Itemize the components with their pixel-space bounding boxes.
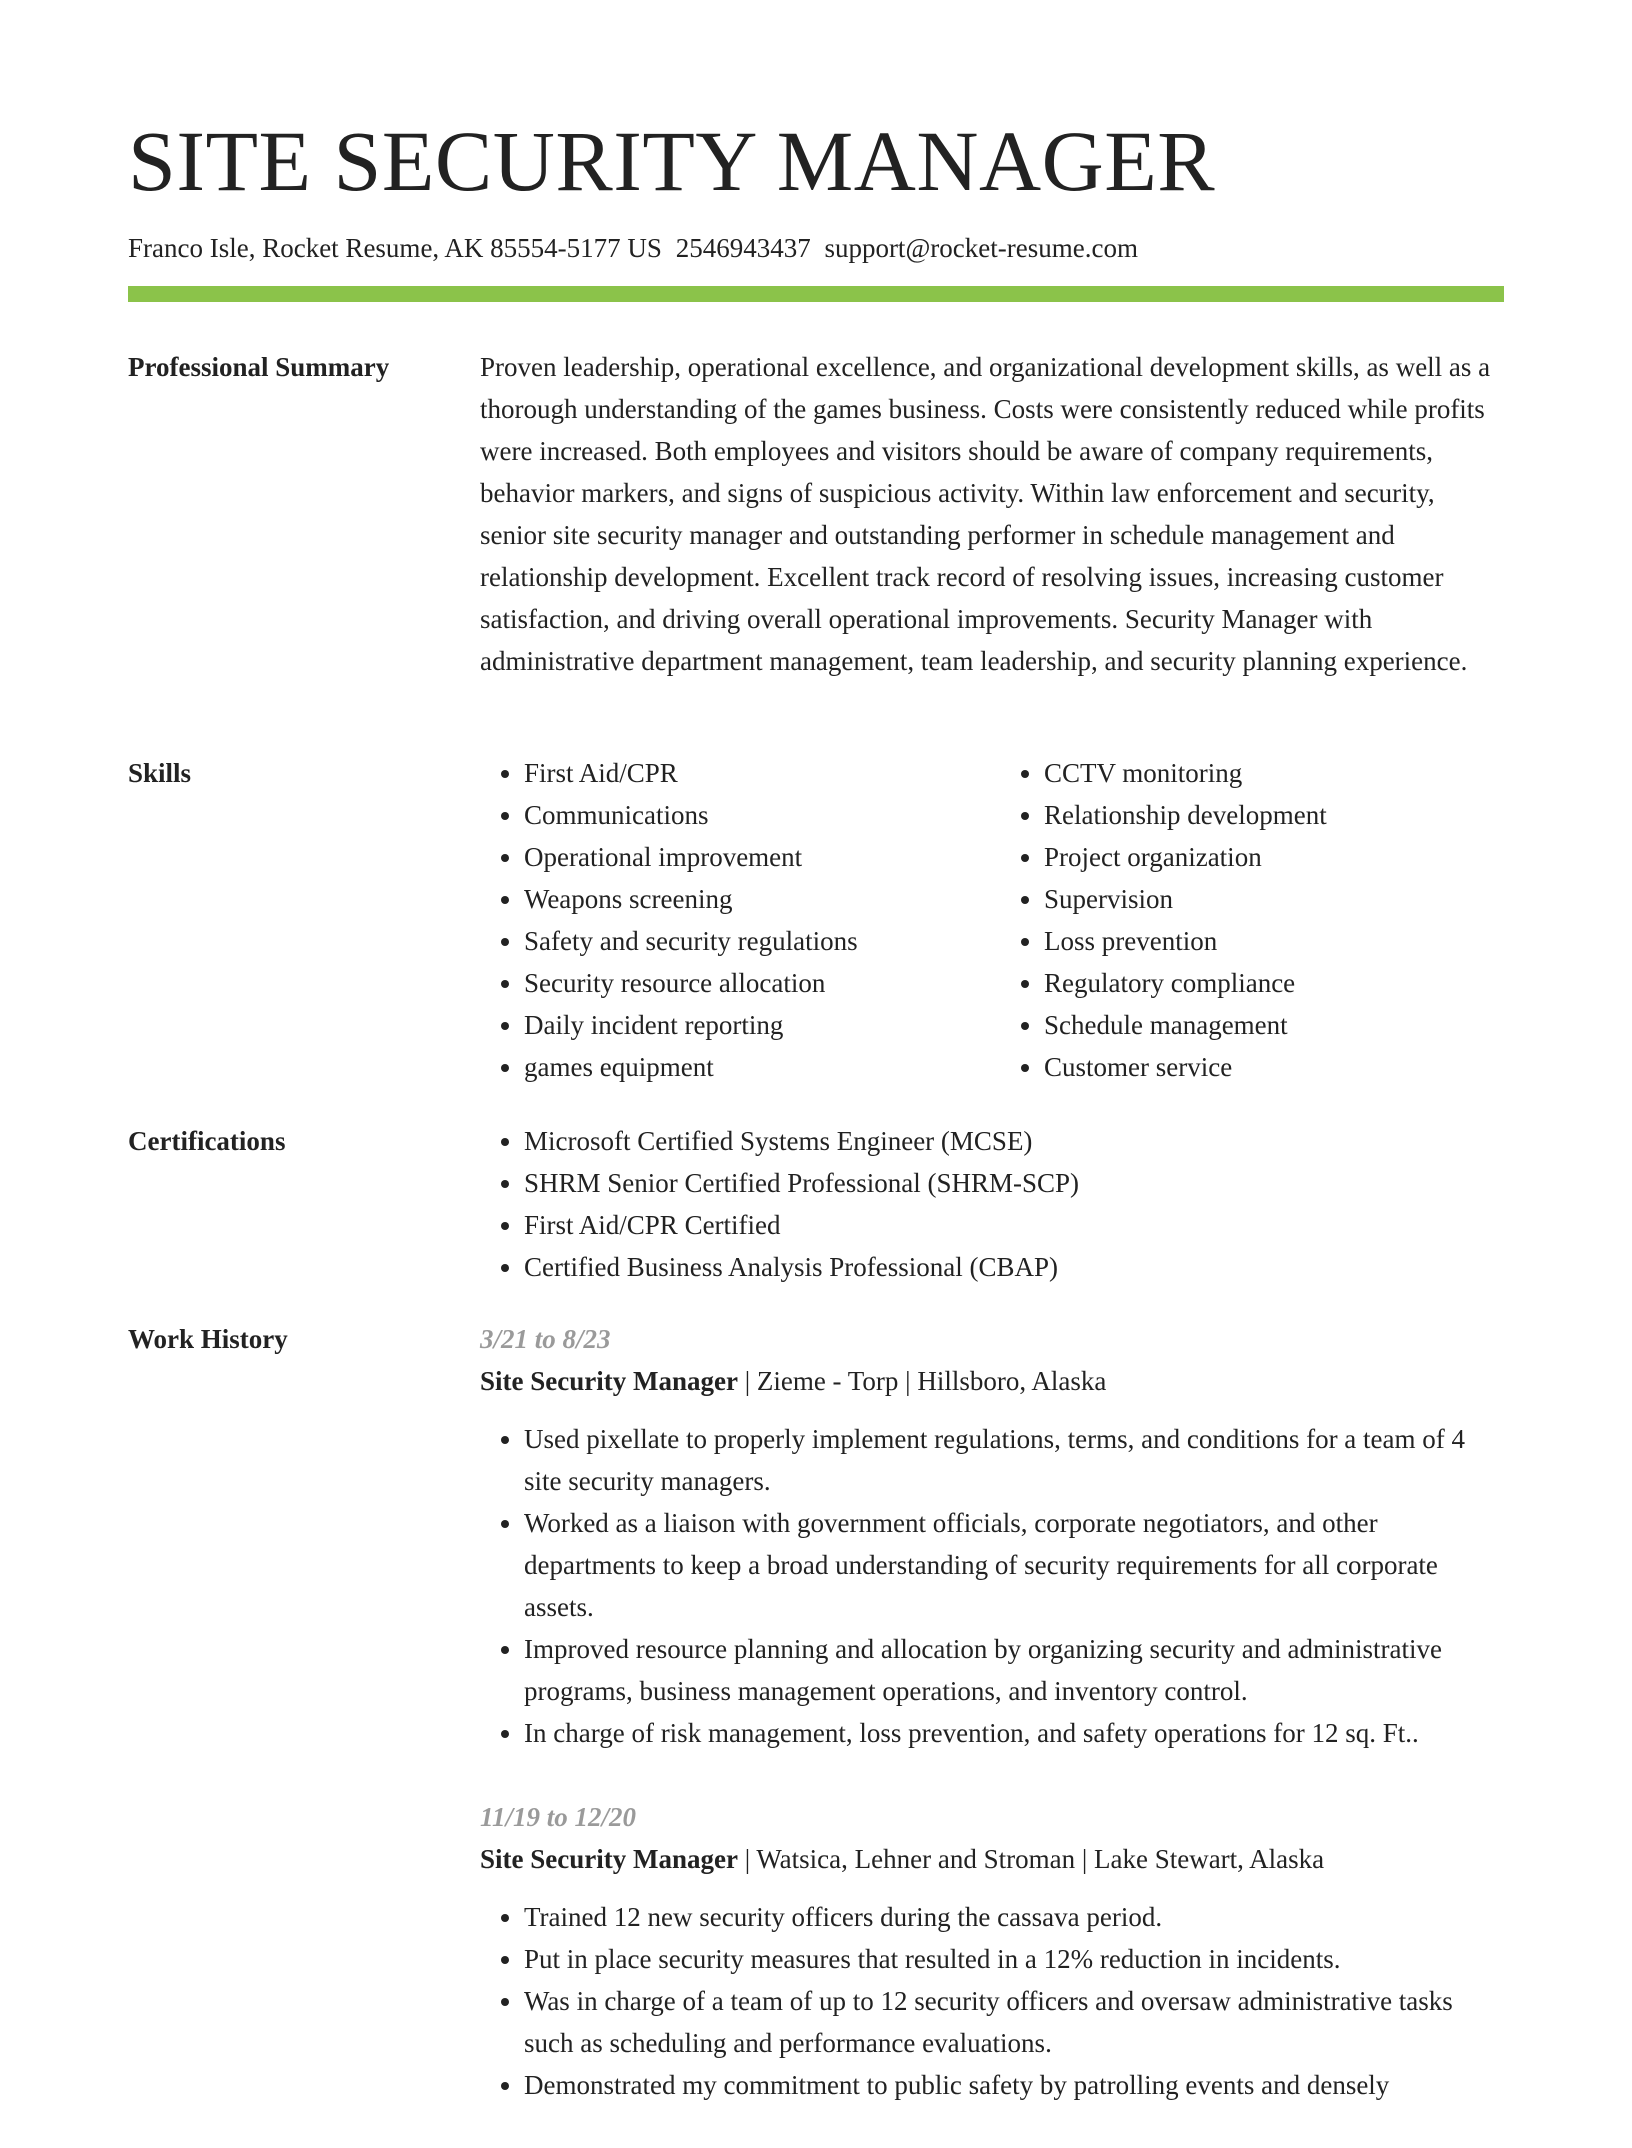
certification-item: • Microsoft Certified Systems Engineer (MCSE)	[524, 1120, 1504, 1162]
header-divider	[128, 286, 1504, 302]
job-location: Lake Stewart, Alaska	[1093, 1844, 1325, 1874]
certifications-body	[480, 1120, 1504, 1288]
contact-address: Franco Isle, Rocket Resume, AK 85554-5177 US	[128, 233, 662, 263]
skill-item: • Communications	[524, 794, 984, 836]
job-header	[480, 1360, 1504, 1402]
certification-item: • Certified Business Analysis Professional (CBAP)	[524, 1246, 1504, 1288]
skills-body	[480, 752, 1504, 1088]
contact-line	[128, 232, 1138, 264]
skills-heading: Skills	[128, 758, 192, 788]
skill-item: • Loss prevention	[1044, 920, 1504, 962]
summary-text: Proven leadership, operational excellence, and organizational development skills, as well as a thorough understanding of the games business. Costs were consistently reduced while profits were increased. Both employees and visitors should be aware of company requirements, behavior markers, and signs of suspicious activity. Within law enforcement and security, senior site security manager and outstanding performer in schedule management and relationship development. Excellent track record of resolving issues, increasing customer satisfaction, and driving overall operational improvements. Security Manager with administrative department management, team leadership, and security planning experience.	[480, 352, 1491, 676]
skill-item: • Schedule management	[1044, 1004, 1504, 1046]
skill-item: • Daily incident reporting	[524, 1004, 984, 1046]
job-bullet: • Improved resource planning and allocation by organizing security and administrative programs, business management operations, and inventory control.	[524, 1628, 1504, 1712]
separator: |	[744, 1366, 751, 1396]
job-bullet: • Worked as a liaison with government officials, corporate negotiators, and other departments to keep a broad understanding of security requirements for all corporate assets.	[524, 1502, 1504, 1628]
job-bullet: • Demonstrated my commitment to public safety by patrolling events and densely	[524, 2064, 1504, 2106]
certification-item: • SHRM Senior Certified Professional (SHRM-SCP)	[524, 1162, 1504, 1204]
separator: |	[744, 1844, 751, 1874]
job-bullet: • Put in place security measures that resulted in a 12% reduction in incidents.	[524, 1938, 1504, 1980]
skill-item: • Weapons screening	[524, 878, 984, 920]
page-title: SITE SECURITY MANAGER	[128, 113, 1216, 209]
skills-list-right	[1000, 752, 1504, 1088]
job-entry	[480, 1318, 1504, 1754]
skills-list-left	[480, 752, 984, 1088]
job-role: Site Security Manager	[480, 1366, 738, 1396]
job-role: Site Security Manager	[480, 1844, 738, 1874]
job-bullet: • Used pixellate to properly implement regulations, terms, and conditions for a team of 4 site security managers.	[524, 1418, 1504, 1502]
job-bullets	[480, 1418, 1504, 1754]
work-history-body	[480, 1318, 1504, 2148]
summary-body	[480, 346, 1504, 682]
certification-item: • First Aid/CPR Certified	[524, 1204, 1504, 1246]
work-history-heading: Work History	[128, 1324, 288, 1354]
job-bullets	[480, 1896, 1504, 2106]
certifications-list	[480, 1120, 1504, 1288]
summary-heading: Professional Summary	[128, 352, 390, 382]
separator: |	[1081, 1844, 1088, 1874]
job-entry	[480, 1796, 1504, 2106]
skill-item: • Operational improvement	[524, 836, 984, 878]
job-company: Zieme - Torp	[756, 1366, 899, 1396]
skill-item: • Security resource allocation	[524, 962, 984, 1004]
skill-item: • Safety and security regulations	[524, 920, 984, 962]
job-company: Watsica, Lehner and Stroman	[756, 1844, 1076, 1874]
skill-item: • Customer service	[1044, 1046, 1504, 1088]
job-header	[480, 1838, 1504, 1880]
job-bullet: • Was in charge of a team of up to 12 security officers and oversaw administrative tasks such as scheduling and performance evaluations.	[524, 1980, 1504, 2064]
job-location: Hillsboro, Alaska	[917, 1366, 1107, 1396]
skill-item: • Supervision	[1044, 878, 1504, 920]
skill-item: • First Aid/CPR	[524, 752, 984, 794]
contact-phone: 2546943437	[675, 233, 811, 263]
certifications-heading: Certifications	[128, 1126, 286, 1156]
skill-item: • Regulatory compliance	[1044, 962, 1504, 1004]
contact-email: support@rocket-resume.com	[824, 233, 1138, 263]
separator: |	[905, 1366, 911, 1396]
skill-item: • Relationship development	[1044, 794, 1504, 836]
job-bullet: • In charge of risk management, loss prevention, and safety operations for 12 sq. Ft..	[524, 1712, 1504, 1754]
skill-item: • games equipment	[524, 1046, 984, 1088]
job-bullet: • Trained 12 new security officers during the cassava period.	[524, 1896, 1504, 1938]
skill-item: • Project organization	[1044, 836, 1504, 878]
job-dates: 3/21 to 8/23	[480, 1324, 611, 1354]
job-dates: 11/19 to 12/20	[480, 1802, 637, 1832]
skill-item: • CCTV monitoring	[1044, 752, 1504, 794]
